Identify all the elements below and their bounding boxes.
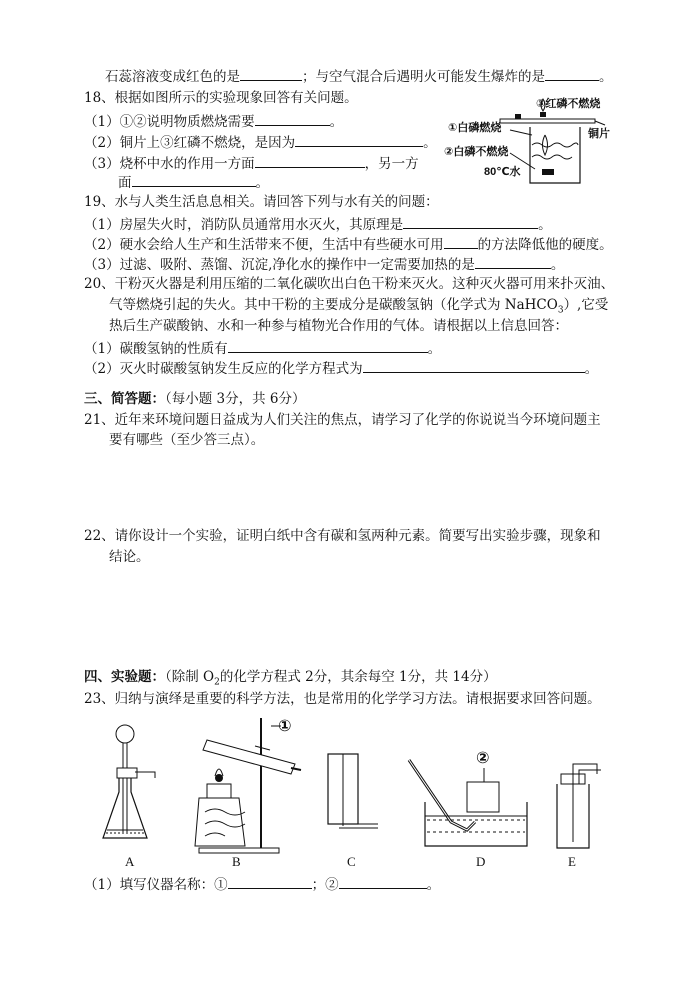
q21-line1: 21、近年来环境问题日益成为人们关注的焦点，请学习了化学的你说说当今环境问题主 [84,412,601,428]
fig-label-red-phosphorus: ③红磷不燃烧 [536,98,601,110]
apparatus-c-collection [328,754,378,828]
q19-part1 [84,214,552,234]
q19-title: 19、水与人类生活息息相关。请回答下列与水有关的问题： [84,194,439,210]
q19-p3-text: （3）过滤、吸附、蒸馏、沉淀,净化水的操作中一定需要加热的是 [84,257,475,273]
q21-line2: 要有哪些（至少答三点）。 [109,432,265,448]
fig-label-white-phosphorus-not-burning: ②白磷不燃烧 [444,146,509,158]
lab-apparatus-drawing [95,712,605,872]
q23-blank-1[interactable] [228,874,312,889]
q22-answer-area[interactable] [84,570,614,660]
q22-line1: 22、请你设计一个实验，证明白纸中含有碳和氢两种元素。简要写出实验步骤，现象和 [84,528,601,544]
q18-p3-cont-text: 面 [118,175,132,191]
apparatus-d-trough [409,760,527,846]
q18-p3-text: （3）烧杯中水的作用一方面 [84,156,255,172]
section-4-note-b: 的化学方程式 2分，其余每空 1分，共 14分） [219,669,497,685]
q19-p2-blank[interactable] [444,234,478,249]
q20-p2-end: 。 [584,361,599,377]
q20-line3: 热后生产碳酸钠、水和一种参与植物光合作用的气体。请根据以上信息回答： [109,318,568,334]
q19-part2 [84,234,613,254]
q20-line2-end: ）,它受 [563,297,609,313]
q19-p1-text: （1）房屋失火时，消防队员通常用水灭火，其原理是 [84,217,404,233]
q23-p1-text: （1）填写仪器名称：① [84,877,228,893]
q18-p1-blank[interactable] [255,111,330,126]
q18-p2-blank[interactable] [295,132,423,147]
q17-blank-2[interactable] [545,66,599,81]
q23-p1-mid: ；② [311,877,339,893]
q21-answer-area[interactable] [84,452,614,522]
q19-p2-text: （2）硬水会给人生产和生活带来不便，生活中有些硬水可用 [84,237,444,253]
q18-part3-cont [118,172,269,192]
q18-p3-blank-1[interactable] [255,153,365,168]
q20-formula-subscript: 3 [557,305,564,316]
q20-part1 [84,338,441,358]
q18-p3-mid: ，另一方 [364,156,419,172]
section-3-title: 三、简答题： [84,391,165,407]
combustion-experiment-figure [440,95,640,195]
caption-c: C [347,854,356,869]
q23-part1 [84,874,440,894]
section-4-heading [84,668,497,692]
q20-p2-text: （2）灭火时碳酸氢钠发生反应的化学方程式为 [84,361,363,377]
q19-p3-blank[interactable] [475,254,551,269]
lab-apparatus-figure [95,712,605,872]
q19-p2-end: 的方法降低他的硬度。 [477,237,613,253]
q18-p2-end: 。 [423,135,437,151]
q17-text-a: 石蕊溶液变成红色的是 [105,69,240,85]
q19-part3 [84,254,564,274]
q20-p1-end: 。 [427,341,442,357]
q19-p1-blank[interactable] [403,214,538,229]
q18-title: 18、根据如图所示的实验现象回答有关问题。 [84,90,358,106]
apparatus-e-jar [557,764,601,848]
apparatus-marker-1: ① [278,718,292,735]
fig-label-white-phosphorus-burning: ①白磷燃烧 [448,122,502,134]
q20-p1-blank[interactable] [228,338,428,353]
section-4-note-a: （除制 O [165,669,215,685]
q22-line2: 结论。 [109,549,150,565]
q18-p3-blank-2[interactable] [132,172,256,187]
q20-part2 [84,358,598,378]
q20-line1: 20、干粉灭火器是利用压缩的二氧化碳吹出白色干粉来灭火。这种灭火器可用来扑灭油、 [84,276,615,292]
q18-part3 [84,153,419,173]
q20-p1-text: （1）碳酸氢钠的性质有 [84,341,228,357]
caption-b: B [232,854,241,869]
q23-title: 23、归纳与演绎是重要的科学方法，也是常用的化学学习方法。请根据要求回答问题。 [84,691,601,707]
q19-p3-end: 。 [550,257,565,273]
q18-p2-text: （2）铜片上③红磷不燃烧，是因为 [84,135,296,151]
q17-text-b: ；与空气混合后遇明火可能发生爆炸的是 [302,69,545,85]
section-3-heading [84,390,306,408]
apparatus-a-flask [103,725,155,838]
q18-part1 [84,111,343,131]
caption-a: A [125,854,135,869]
apparatus-marker-2: ② [476,750,490,767]
q19-p1-end: 。 [538,217,552,233]
q17-text-c: 。 [599,69,613,85]
q18-p3-end: 。 [255,175,269,191]
caption-d: D [476,854,486,869]
caption-e: E [568,854,576,869]
section-3-note: （每小题 3分，共 6分） [165,391,306,407]
q23-p1-end: 。 [426,877,441,893]
q23-blank-2[interactable] [339,874,427,889]
q18-p1-text: （1）①②说明物质燃烧需要 [84,114,255,130]
fig-label-copper-plate: 铜片 [588,128,610,140]
q18-p1-end: 。 [329,114,344,130]
section-4-title: 四、实验题： [84,669,165,685]
q20-line2-text: 气等燃烧引起的失火。其中干粉的主要成分是碳酸氢钠（化学式为 NaHCO [109,297,558,313]
q17-line [105,66,613,86]
section-4-note-subscript: 2 [214,677,220,688]
apparatus-b-heating [195,718,301,853]
fig-label-hot-water: 80℃水 [484,166,521,178]
q20-p2-blank[interactable] [363,358,585,373]
q17-blank-1[interactable] [240,66,302,81]
q18-part2 [84,132,437,152]
